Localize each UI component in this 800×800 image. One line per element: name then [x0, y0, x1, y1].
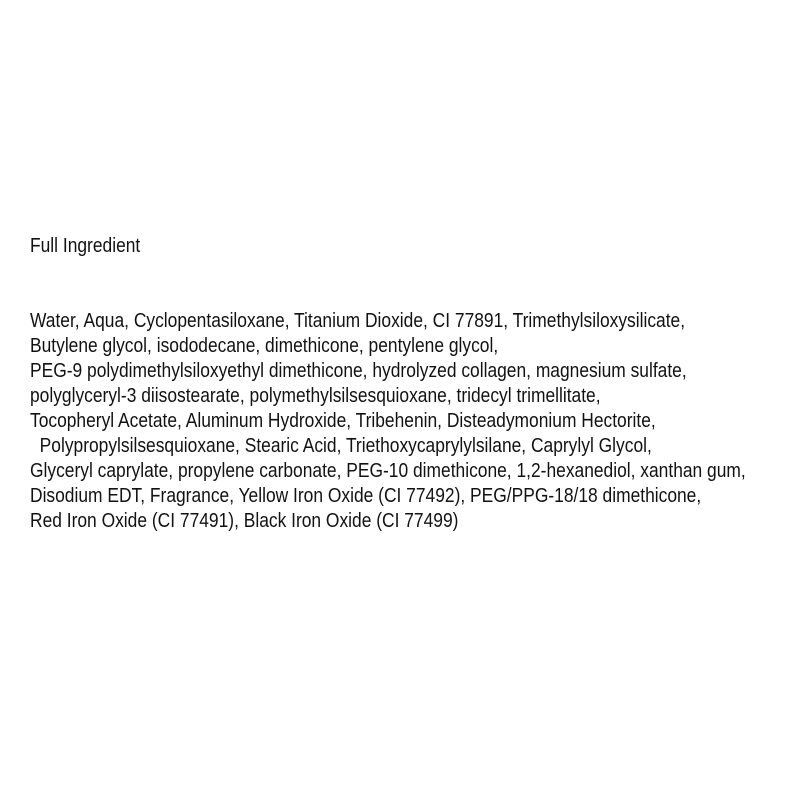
ingredient-line: Tocopheryl Acetate, Aluminum Hydroxide, Tribehenin, Disteadymonium Hectorite,: [30, 410, 656, 432]
ingredient-line: Butylene glycol, isododecane, dimethicone, pentylene glycol,: [30, 335, 499, 357]
ingredient-line: Polypropylsilsesquioxane, Stearic Acid, Triethoxycaprylylsilane, Caprylyl Glycol,: [30, 435, 652, 457]
ingredient-lines: [30, 309, 746, 534]
ingredient-line: polyglyceryl-3 diisostearate, polymethylsilsesquioxane, tridecyl trimellitate,: [30, 385, 601, 407]
ingredient-list: [30, 184, 746, 584]
ingredient-line: Glyceryl caprylate, propylene carbonate, PEG-10 dimethicone, 1,2-hexanediol, xanthan gum,: [30, 460, 746, 482]
ingredient-line: Disodium EDT, Fragrance, Yellow Iron Oxide (CI 77492), PEG/PPG-18/18 dimethicone,: [30, 485, 702, 507]
ingredient-list-heading: Full Ingredient: [30, 235, 141, 257]
ingredient-line: PEG-9 polydimethylsiloxyethyl dimethicone, hydrolyzed collagen, magnesium sulfate,: [30, 360, 687, 382]
ingredient-line: Water, Aqua, Cyclopentasiloxane, Titanium Dioxide, CI 77891, Trimethylsiloxysilicate,: [30, 310, 686, 332]
ingredient-line: Red Iron Oxide (CI 77491), Black Iron Oxide (CI 77499): [30, 510, 459, 532]
